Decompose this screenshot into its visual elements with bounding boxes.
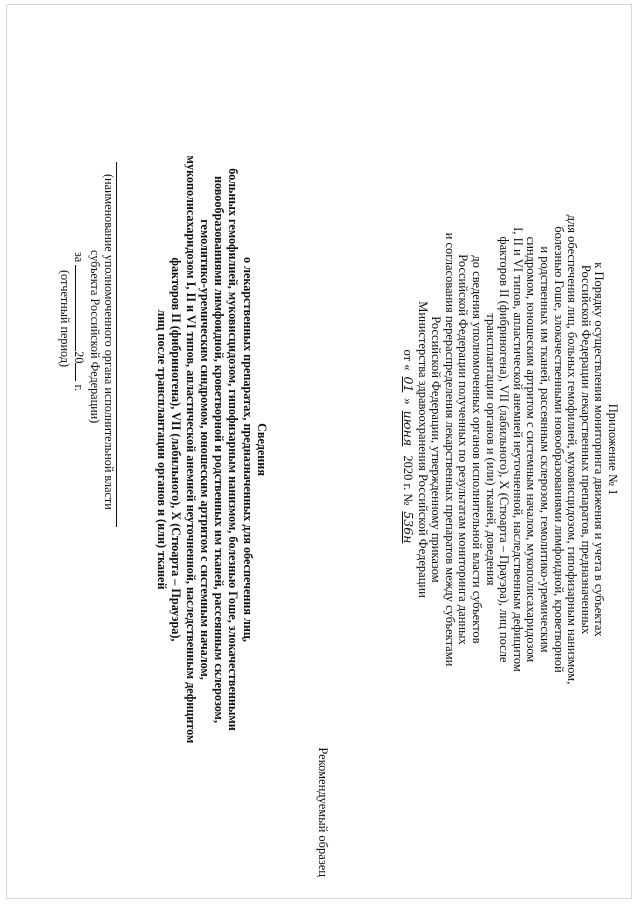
annex-line: к Порядку осуществления мониторинга движения и учета в субъектах bbox=[592, 262, 607, 637]
order-day: 01 bbox=[401, 376, 417, 393]
period-blank bbox=[75, 265, 76, 351]
annex-line: Министерства здравоохранения Российской Федерации bbox=[415, 301, 430, 598]
annex-line: трансплантации органов и (или) тканей, доведения bbox=[483, 313, 498, 586]
document-heading: Сведения bbox=[255, 423, 269, 476]
period-caption: (отчетный период) bbox=[58, 270, 72, 368]
order-date-quote: » bbox=[401, 398, 416, 405]
annex-line: и согласования перераспределения лекарственных препаратов между субъектами bbox=[442, 232, 457, 667]
org-name-fill-line bbox=[116, 162, 117, 527]
title-line: больных гемофилией, муковисцидозом, гипофизарным нанизмом, болезнью Гоше, злокачественными bbox=[226, 168, 241, 731]
period-prefix: за bbox=[72, 252, 86, 263]
annex-line: факторов II (фибриногена), VII (лабильного), X (Стюарта – Прауэра), лиц после bbox=[497, 236, 512, 663]
annex-line: Российской Федерации, утвержденному приказом bbox=[429, 316, 444, 583]
annex-title: Приложение № 1 bbox=[606, 403, 620, 496]
annex-line: болезнью Гоше, злокачественными новообразованиями лимфоидной, кроветворной bbox=[551, 226, 566, 673]
title-line: о лекарственных препаратах, предназначенных для обеспечения лиц, bbox=[240, 257, 255, 642]
annex-line: до сведения уполномоченных органов исполнительной власти субъектов bbox=[470, 255, 485, 644]
order-date bbox=[401, 2, 416, 897]
annex-line: для обеспечения лиц, больных гемофилией, муковисцидозом, гипофизарным нанизмом, bbox=[565, 214, 580, 685]
recommended-sample-label: Рекомендуемый образец bbox=[316, 747, 330, 877]
annex-line: Российской Федерации лекарственных препаратов, предназначенных bbox=[578, 264, 593, 635]
title-line: новообразованиями лимфоидной, кроветворной и родственных им тканей, рассеянным склерозом, bbox=[212, 175, 227, 723]
annex-line: Российской Федерации полученных по результатам мониторинга данных bbox=[456, 254, 471, 645]
order-number: 536н bbox=[401, 511, 417, 544]
order-year-number-label: 2020 г. № bbox=[401, 455, 416, 506]
org-caption: (наименование уполномоченного органа исполнительной власти bbox=[102, 174, 116, 510]
order-month: июня bbox=[401, 410, 417, 447]
title-line: лиц после трансплантации органов и (или) тканей bbox=[154, 309, 169, 590]
reporting-period-line bbox=[72, 252, 86, 662]
org-caption-2: субъекта Российской Федерации) bbox=[88, 250, 102, 424]
annex-line: I, II и VI типов, апластической анемией неуточненной, наследственным дефицитом bbox=[510, 227, 525, 672]
title-line: факторов II (фибриногена), VII (лабильного), X (Стюарта – Прауэра), bbox=[169, 257, 184, 642]
title-block bbox=[155, 2, 269, 897]
annex-block bbox=[401, 2, 620, 897]
title-line: гемолитико-уремическим синдромом, юношеским артритом с системным началом, bbox=[197, 219, 212, 680]
title-line: мукополисахаридозом I, II и VI типов, апластической анемией неуточненной, наследственным дефицитом bbox=[183, 155, 198, 744]
period-year-prefix: 20 bbox=[72, 351, 86, 364]
org-block bbox=[58, 162, 117, 662]
period-suffix: г. bbox=[72, 384, 86, 392]
rotated-document bbox=[9, 2, 635, 897]
period-year-blank bbox=[75, 363, 76, 381]
annex-line: синдромом, юношеским артритом с системным началом, мукополисахаридозом bbox=[524, 236, 539, 663]
order-date-prefix: от « bbox=[401, 349, 416, 371]
annex-line: и родственных им тканей, рассеянным склерозом, гемолитико-уремическим bbox=[538, 246, 553, 653]
